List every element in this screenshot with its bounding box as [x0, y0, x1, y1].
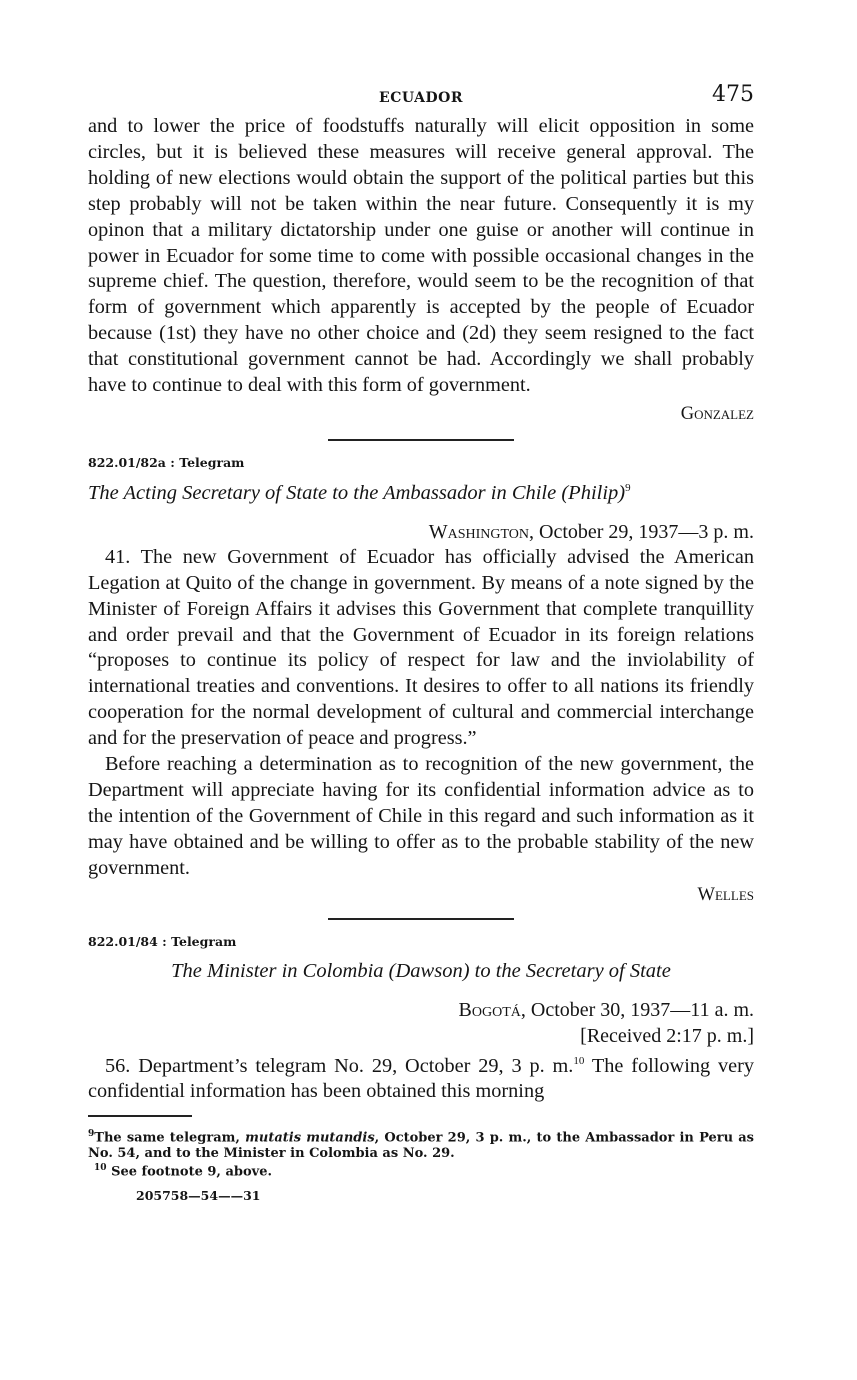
- telegram-paragraph: 41. The new Government of Ecuador has officially advised the American Legation at Quito of the change in government. By means of a note signed by the Minister of Foreign Affairs it advises this Government that complete tranquillity and order prevail and that the Government of Ecuador in its foreign relations “proposes to continue its policy of respect for law and the inviolability of international treaties and conventions. It desires to offer to all nations its friendly cooperation for the normal development of cultural and commercial interchange and for the preservation of peace and progress.”: [88, 545, 754, 750]
- footnote-ref: 9: [625, 481, 631, 494]
- print-code: 205758—54——31: [136, 1188, 261, 1204]
- telegram-paragraph: [88, 1049, 754, 1106]
- document-page: [88, 80, 754, 1203]
- signature-gonzalez: Gonzalez: [680, 403, 754, 424]
- file-reference: 822.01/82a : Telegram: [88, 454, 245, 470]
- footnote-divider: [88, 1115, 192, 1117]
- footnote-10: [88, 1161, 754, 1180]
- page-number: 475: [712, 82, 754, 107]
- heading-text: The Acting Secretary of State to the Ambassador in Chile (Philip): [88, 481, 626, 504]
- telegram-paragraph: Before reaching a determination as to recognition of the new government, the Department will appreciate having for its confidential information advice as to the intention of the Government of Chile in this regard and such information as it may have obtained and be willing to offer as to the probable stability of the new government.: [88, 753, 754, 879]
- running-title: ECUADOR: [379, 90, 463, 106]
- footnote-text: See footnote 9, above.: [111, 1164, 273, 1180]
- dateline: [88, 519, 754, 545]
- signature-welles: Welles: [697, 884, 754, 905]
- footnote-mark: 9: [88, 1129, 95, 1140]
- running-header: [88, 80, 754, 114]
- dateline-date: , October 29, 1937—3 p. m.: [529, 520, 754, 543]
- dateline-place: Bogotá: [458, 998, 521, 1021]
- section-divider: [328, 439, 514, 441]
- footnote-mark: 10: [94, 1163, 107, 1174]
- paragraph-continued: and to lower the price of foodstuffs naturally will elicit opposition in some circles, but it is believed these measures will receive general approval. The holding of new elections would obtain the support of the political parties but this step probably will not be taken within the near future. Consequently it is my opinon that a military dictatorship under one guise or another will continue in power in Ecuador for some time to come with possible occasional changes in the supreme chief. The question, therefore, would seem to be the recognition of that form of government which apparently is accepted by the people of Ecuador because (1st) they have no other choice and (2d) they seem resigned to the fact that constitutional government cannot be had. Accordingly we shall probably have to continue to deal with this form of government.: [88, 115, 754, 397]
- dateline-place: Washington: [428, 520, 530, 543]
- document-heading: The Minister in Colombia (Dawson) to the Secretary of State: [171, 959, 671, 982]
- dateline: [88, 997, 754, 1023]
- paragraph-text: 56. Department’s telegram No. 29, October 29, 3 p. m.: [105, 1054, 574, 1077]
- footnote-9: [88, 1127, 754, 1161]
- footnote-ref: 10: [573, 1054, 585, 1067]
- file-reference: 822.01/84 : Telegram: [88, 933, 237, 949]
- document-heading: [88, 474, 754, 507]
- footnote-text: , October 29, 3 p. m., to the Ambassador in Peru as No. 54, and to the Minister in Colombia as No. 29.: [88, 1130, 755, 1161]
- footnote-text: mutatis mutandis: [245, 1130, 375, 1146]
- footnote-text: The same telegram,: [94, 1130, 246, 1146]
- paragraph-text: The following very confidential information has been obtained this morning: [88, 1054, 755, 1103]
- section-divider: [328, 918, 514, 920]
- received-time: [Received 2:17 p. m.]: [580, 1024, 754, 1047]
- dateline-date: , October 30, 1937—11 a. m.: [520, 998, 754, 1021]
